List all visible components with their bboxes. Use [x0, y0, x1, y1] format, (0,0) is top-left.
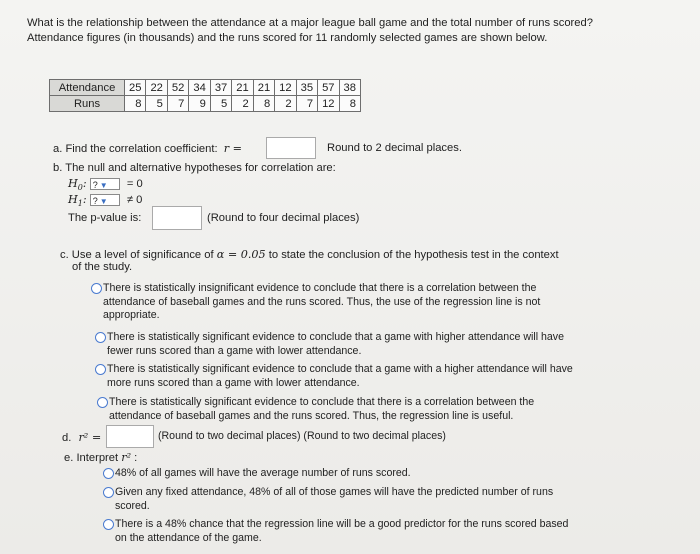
part-a	[53, 142, 242, 155]
chevron-down-icon: ▼	[99, 197, 108, 207]
pvalue-label: The p-value is:	[68, 212, 142, 224]
pvalue-input[interactable]	[152, 206, 202, 230]
runs-header: Runs	[50, 96, 125, 112]
runs-row	[50, 96, 361, 112]
chevron-down-icon: ▼	[99, 181, 108, 191]
part-e: e. Interpret r² :	[64, 451, 138, 464]
runs-cell: 12	[318, 96, 339, 112]
data-table	[49, 79, 361, 112]
radio-button[interactable]	[91, 283, 102, 294]
radio-button[interactable]	[95, 364, 106, 375]
attendance-cell: 21	[253, 80, 274, 96]
alpha-value: α = 0.05	[216, 248, 266, 261]
runs-cell: 7	[296, 96, 317, 112]
conclusion-option[interactable]: There is statistically significant evidence to conclude that a game with a higher attendance will have more runs scored than a game with lower attendance.	[95, 363, 585, 390]
part-a-note: Round to 2 decimal places.	[327, 142, 462, 154]
attendance-cell: 37	[210, 80, 231, 96]
attendance-cell: 52	[167, 80, 188, 96]
radio-button[interactable]	[103, 519, 114, 530]
conclusion-option[interactable]: There is statistically significant evidence to conclude that there is a correlation between the attendance of baseball games and the runs scored. Thus, the regression line is useful.	[97, 396, 587, 423]
interpret-option[interactable]: Given any fixed attendance, 48% of all of those games will have the predicted number of runs scored.	[103, 486, 573, 513]
r-symbol: r =	[223, 142, 242, 155]
r-squared-symbol: r²	[121, 451, 132, 464]
attendance-row	[50, 80, 361, 96]
h1-row	[68, 193, 142, 208]
attendance-cell: 57	[318, 80, 339, 96]
attendance-header: Attendance	[50, 80, 125, 96]
attendance-cell: 25	[125, 80, 146, 96]
interpret-option[interactable]: 48% of all games will have the average number of runs scored.	[103, 467, 573, 481]
h1-neq: ≠ 0	[126, 194, 143, 206]
runs-cell: 8	[339, 96, 360, 112]
part-c-label-cont: of the study.	[72, 261, 133, 273]
r-squared-symbol: r² =	[78, 431, 102, 444]
interpret-option[interactable]: There is a 48% chance that the regression line will be a good predictor for the runs scored based on the attendance of the game.	[103, 518, 573, 545]
radio-button[interactable]	[103, 487, 114, 498]
runs-cell: 2	[232, 96, 253, 112]
attendance-cell: 12	[275, 80, 296, 96]
radio-button[interactable]	[95, 332, 106, 343]
h0-select[interactable]: ? ▼	[90, 178, 120, 190]
conclusion-option[interactable]: There is statistically insignificant evidence to conclude that there is a correlation between the attendance of baseball games and the runs scored. Thus, the use of the regression line is not appropriate.	[91, 282, 586, 323]
runs-cell: 8	[253, 96, 274, 112]
pvalue-note: (Round to four decimal places)	[207, 212, 360, 224]
correlation-input[interactable]	[266, 137, 316, 159]
runs-cell: 8	[125, 96, 146, 112]
runs-cell: 9	[189, 96, 210, 112]
attendance-cell: 21	[232, 80, 253, 96]
runs-cell: 2	[275, 96, 296, 112]
h1-select[interactable]: ? ▼	[90, 194, 120, 206]
attendance-cell: 35	[296, 80, 317, 96]
attendance-cell: 22	[146, 80, 167, 96]
h0-symbol: $H_0$:	[68, 177, 87, 193]
question-text: What is the relationship between the attendance at a major league ball game and the total number of runs scored? Attendance figures (in thousands) and the runs scored for 11 randomly selected games are shown below.	[27, 17, 593, 44]
part-a-label: a. Find the correlation coefficient:	[53, 143, 218, 155]
part-b-label: b. The null and alternative hypotheses for correlation are:	[53, 162, 336, 174]
runs-cell: 5	[146, 96, 167, 112]
radio-button[interactable]	[97, 397, 108, 408]
attendance-cell: 38	[339, 80, 360, 96]
r-squared-input[interactable]	[106, 425, 154, 448]
h0-row	[68, 177, 143, 192]
attendance-cell: 34	[189, 80, 210, 96]
h0-eq: = 0	[126, 178, 143, 190]
part-d: d. r² =	[62, 431, 102, 444]
part-d-note: (Round to two decimal places) (Round to two decimal places)	[158, 430, 446, 442]
h1-symbol: $H_1$:	[68, 193, 87, 209]
part-c-label: c. Use a level of significance of α = 0.05 to state the conclusion of the hypothesis test in the context	[60, 248, 559, 261]
radio-button[interactable]	[103, 468, 114, 479]
runs-cell: 5	[210, 96, 231, 112]
conclusion-option[interactable]: There is statistically significant evidence to conclude that a game with higher attendance will have fewer runs scored than a game with lower attendance.	[95, 331, 585, 358]
runs-cell: 7	[167, 96, 188, 112]
